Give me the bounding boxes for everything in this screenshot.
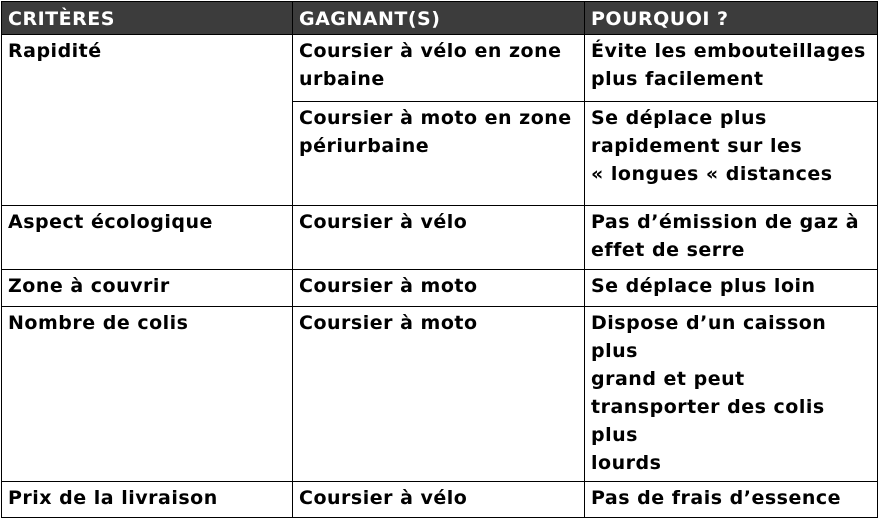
criterion-cell: Prix de la livraison	[2, 482, 293, 518]
criterion-cell: Nombre de colis	[2, 307, 293, 482]
winner-cell: Coursier à moto	[293, 270, 585, 307]
header-criteria: CRITÈRES	[2, 2, 293, 35]
table-row	[2, 206, 878, 270]
winner-cell: Coursier à vélo	[293, 482, 585, 518]
winner-cell: Coursier à moto	[293, 307, 585, 482]
reason-cell: Dispose d’un caisson plus grand et peut transporter des colis plus lourds	[585, 307, 878, 482]
table-row	[2, 482, 878, 518]
header-why: POURQUOI ?	[585, 2, 878, 35]
reason-cell: Pas d’émission de gaz à effet de serre	[585, 206, 878, 270]
reason-cell: Évite les embouteillages plus facilement	[585, 35, 878, 102]
table-body	[2, 35, 878, 518]
winner-cell: Coursier à moto en zone périurbaine	[293, 102, 585, 206]
reason-cell: Se déplace plus rapidement sur les « longues « distances	[585, 102, 878, 206]
criterion-cell: Aspect écologique	[2, 206, 293, 270]
reason-cell: Se déplace plus loin	[585, 270, 878, 307]
header-winners: GAGNANT(S)	[293, 2, 585, 35]
winner-cell: Coursier à vélo	[293, 206, 585, 270]
table-row	[2, 35, 878, 102]
reason-cell: Pas de frais d’essence	[585, 482, 878, 518]
table-row	[2, 307, 878, 482]
table-row	[2, 270, 878, 307]
criterion-cell: Zone à couvrir	[2, 270, 293, 307]
criterion-cell: Rapidité	[2, 35, 293, 206]
winner-cell: Coursier à vélo en zone urbaine	[293, 35, 585, 102]
comparison-table	[1, 1, 878, 518]
table-header	[2, 2, 878, 35]
header-row	[2, 2, 878, 35]
